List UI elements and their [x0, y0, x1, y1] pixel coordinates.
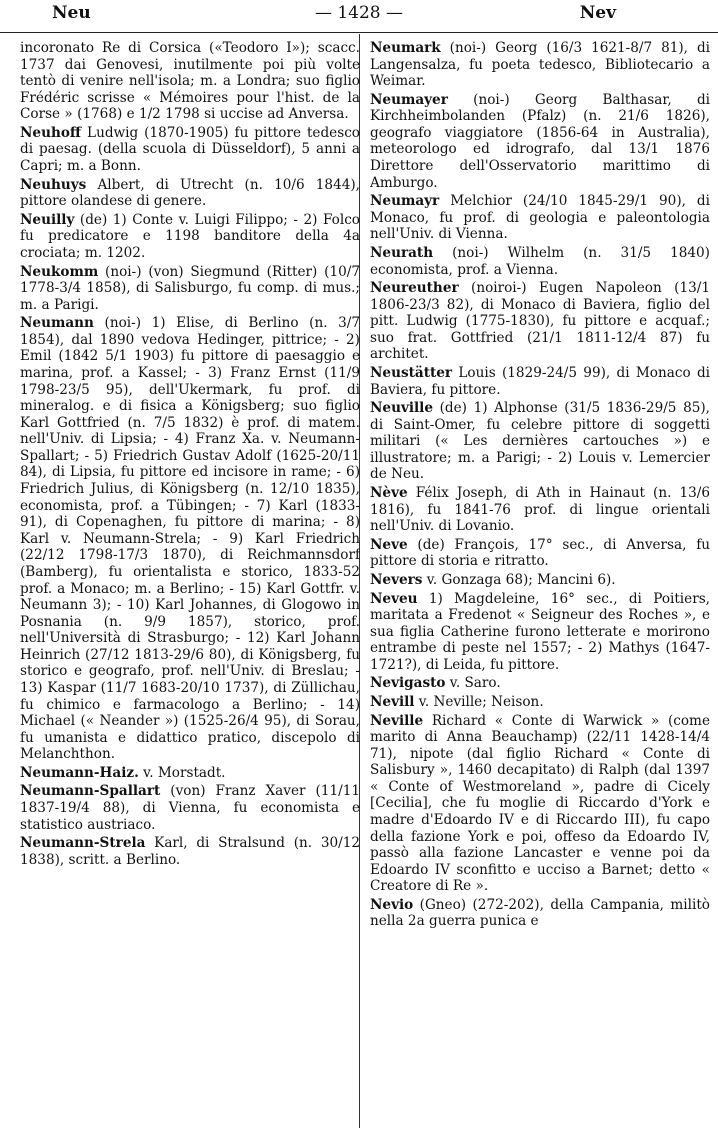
dictionary-entry — [20, 264, 360, 314]
entry-text: Albert, di Utrecht (n. 10/6 1844), pittore olandese di genere. — [20, 176, 360, 210]
entry-headword: Neumark — [370, 40, 441, 56]
dictionary-entry — [370, 280, 710, 363]
entry-text: incoronato Re di Corsica («Teodoro I»); scacc. 1737 dai Genovesi, inutilmente poi più volte tentò di venire nell'isola; m. a Londra; suo figlio Frédéric scrisse « Mémoires pour l'hist. de la Corse » (1768) e 1/2 1798 si uccise ad Anversa. — [20, 40, 360, 123]
right-column — [370, 40, 710, 1126]
dictionary-entry — [20, 783, 360, 833]
dictionary-entry — [370, 485, 710, 535]
dictionary-entry — [370, 245, 710, 278]
entry-text: (noi-) Georg Balthasar, di Kirchheimbolanden (Pfalz) (n. 21/6 1826), geografo viaggiatore (1856-64 in Australia), meteorologo ed idrografo, dal 13/1 1876 Direttore dell'Osservatorio marittimo di Amburgo. — [370, 91, 710, 191]
dictionary-entry — [370, 92, 710, 191]
dictionary-entry — [370, 400, 710, 483]
page-header — [0, 0, 718, 33]
dictionary-entry — [370, 675, 710, 692]
dictionary-entry — [370, 193, 710, 243]
entry-text: (noi-) Georg (16/3 1621-8/7 81), di Langensalza, fu poeta tedesco, Bibliotecario a Weimar. — [370, 40, 710, 90]
dictionary-entry — [370, 897, 710, 930]
dictionary-entry — [20, 125, 360, 175]
entry-text: (noi-) 1) Elise, di Berlino (n. 3/7 1854), dal 1890 vedova Hedinger, pittrice; - 2) Emil (1842 5/1 1903) fu pittore di paesaggio e marina, prof. a Kassel; - 3) Franz Ernst (11/9 1798-23/5 95), dell'Ukermark, fu prof. di mineralog. e di fisica a Königsberg; suo figlio Karl Gottfried (n. 7/5 1832) è prof. di matem. nell'Univ. di Lipsia; - 4) Franz Xa. v. Neumann-Spallart; - 5) Friedrich Gustav Adolf (1625-20/11 84), di Lipsia, fu pittore ed incisore in rame; - 6) Friedrich Julius, di Königsberg (n. 12/10 1835), economista, prof. a Tübingen; - 7) Karl (1833-91), di Copenaghen, fu pittore di marina; - 8) Karl v. Neumann-Strela; - 9) Karl Friedrich (22/12 1798-17/3 1870), di Reichmannsdorf (Bamberg), fu orientalista e storico, 1833-52 prof. a Monaco; m. a Berlino; - 15) Karl Gottfr. v. Neumann 3); - 10) Karl Johannes, di Glogowo in Posnania (n. 9/9 1857), storico, prof. nell'Università di Strasburgo; - 12) Karl Johann Heinrich (27/12 1813-29/6 80), di Königsberg, fu storico e geografo, prof. nell'Univ. di Breslau; - 13) Kaspar (11/7 1683-20/10 1737), di Züllichau, fu chimico e farmacologo a Berlino; - 14) Michael (« Neander ») (1525-26/4 95), di Sorau, fu umanista e didattico pratico, discepolo di Melanchthon. — [20, 315, 360, 763]
entry-headword: Neumann-Strela — [20, 835, 146, 852]
entry-text: Louis (1829-24/5 99), di Monaco di Baviera, fu pittore. — [370, 364, 710, 398]
dictionary-entry — [20, 212, 360, 262]
dictionary-entry — [370, 591, 710, 674]
dictionary-entry — [370, 713, 710, 895]
entry-headword: Neumann — [20, 315, 94, 332]
entry-text: Richard « Conte di Warwick » (come marito di Anna Beauchamp) (22/11 1428-14/4 71), nipote (dal figlio Richard « Conte di Salisbury », 1460 decapitato) di Ralph (dal 1397 « Conte of Westmoreland », padre di Cicely [Cecilia], che fu moglie di Riccardo d'York e madre d'Edoardo IV e di Riccardo III), fu capo della fazione York e poi, offeso da Edoardo IV, passò alla fazione Lancaster e venne poi da Edoardo IV sconfitto e ucciso a Barnet; detto « Creatore di Re ». — [370, 712, 710, 895]
page-number: — 1428 — — [314, 3, 404, 23]
entry-headword: Neuilly — [20, 211, 75, 228]
entry-headword: Neurath — [370, 244, 434, 261]
entry-headword: Neville — [370, 712, 424, 729]
entry-headword: Nevill — [370, 693, 415, 710]
entry-text: (de) 1) Alphonse (31/5 1836-29/5 85), di Saint-Omer, fu celebre pittore di soggetti militari (« Les dernières cartouches ») e illustratore; m. a Parigi; - 2) Louis v. Lemercier de Neu. — [370, 400, 710, 483]
entry-text: (noi-) Wilhelm (n. 31/5 1840) economista, prof. a Vienna. — [370, 244, 710, 278]
entry-headword: Neukomm — [20, 263, 99, 280]
dictionary-entry — [20, 177, 360, 210]
entry-headword: Neumann-Spallart — [20, 783, 161, 800]
dictionary-entry — [20, 765, 360, 782]
dictionary-entry — [370, 694, 710, 711]
entry-text: v. Gonzaga 68); Mancini 6). — [426, 571, 616, 588]
entry-headword: Neuhoff — [20, 124, 82, 141]
entry-text: (de) François, 17° sec., di Anversa, fu pittore di storia e ritratto. — [370, 536, 710, 570]
entry-headword: Neumayr — [370, 193, 440, 210]
left-column — [20, 40, 360, 1126]
entry-text: (von) Franz Xaver (11/11 1837-19/4 88), di Vienna, fu economista e statistico austriaco. — [20, 783, 360, 833]
entry-text: (noiroi-) Eugen Napoleon (13/1 1806-23/3 82), di Monaco di Baviera, figlio del pitt. Ludwig (1775-1830), fu pittore e acquaf.; suo frat. Gottfried (21/1 1811-12/4 87) fu architet. — [370, 280, 710, 363]
entry-text: v. Saro. — [449, 675, 501, 692]
dictionary-entry — [370, 365, 710, 398]
entry-headword: Neumayer — [370, 91, 448, 108]
entry-text: Ludwig (1870-1905) fu pittore tedesco di paesag. (della scuola di Düsseldorf), 5 anni a Capri; m. a Bonn. — [20, 124, 360, 175]
entry-text: v. Neville; Neison. — [418, 693, 544, 710]
entry-text: (Gneo) (272-202), della Campania, militò nella 2a guerra punica e — [370, 896, 710, 930]
entry-headword: Neuville — [370, 400, 433, 417]
dictionary-entry — [20, 40, 360, 123]
dictionary-entry — [20, 835, 360, 868]
entry-headword: Nevigasto — [370, 675, 446, 692]
entry-text: v. Morstadt. — [143, 764, 226, 781]
entry-headword: Neve — [370, 536, 408, 553]
entry-text: Félix Joseph, di Ath in Hainaut (n. 13/6 1816), fu 1841-76 prof. di lingue orientali nell'Univ. di Lovanio. — [370, 485, 710, 535]
entry-headword: Neuhuys — [20, 176, 87, 193]
dictionary-entry — [370, 572, 710, 589]
entry-headword: Neustätter — [370, 364, 453, 381]
entry-headword: Nève — [370, 485, 408, 502]
header-first-word: Neu — [52, 3, 91, 23]
entry-headword: Neveu — [370, 590, 418, 607]
header-last-word: Nev — [579, 3, 616, 23]
dictionary-entry — [20, 315, 360, 763]
entry-headword: Nevio — [370, 896, 414, 913]
entry-headword: Nevers — [370, 571, 423, 588]
entry-text: (de) 1) Conte v. Luigi Filippo; - 2) Folco fu predicatore e 1198 banditore della 4a crociata; m. 1202. — [20, 211, 360, 261]
entry-text: Melchior (24/10 1845-29/1 90), di Monaco, fu prof. di geologia e paleontologia nell'Univ. di Vienna. — [370, 193, 710, 243]
entry-text: (noi-) (von) Siegmund (Ritter) (10/7 1778-3/4 1858), di Salisburgo, fu comp. di mus.; m. a Parigi. — [20, 263, 360, 313]
entry-headword: Neureuther — [370, 280, 459, 297]
entry-text: 1) Magdeleine, 16° sec., di Poitiers, maritata a Fredenot « Seigneur des Roches », e sua figlia Catherine furono letterate e morirono entrambe di peste nel 1557; - 2) Mathys (1647-1721?), di Leida, fu pittore. — [370, 590, 710, 673]
entry-text: Karl, di Stralsund (n. 30/12 1838), scritt. a Berlino. — [20, 835, 360, 868]
entry-headword: Neumann-Haiz. — [20, 764, 139, 781]
dictionary-entry — [370, 537, 710, 570]
dictionary-entry — [370, 40, 710, 90]
